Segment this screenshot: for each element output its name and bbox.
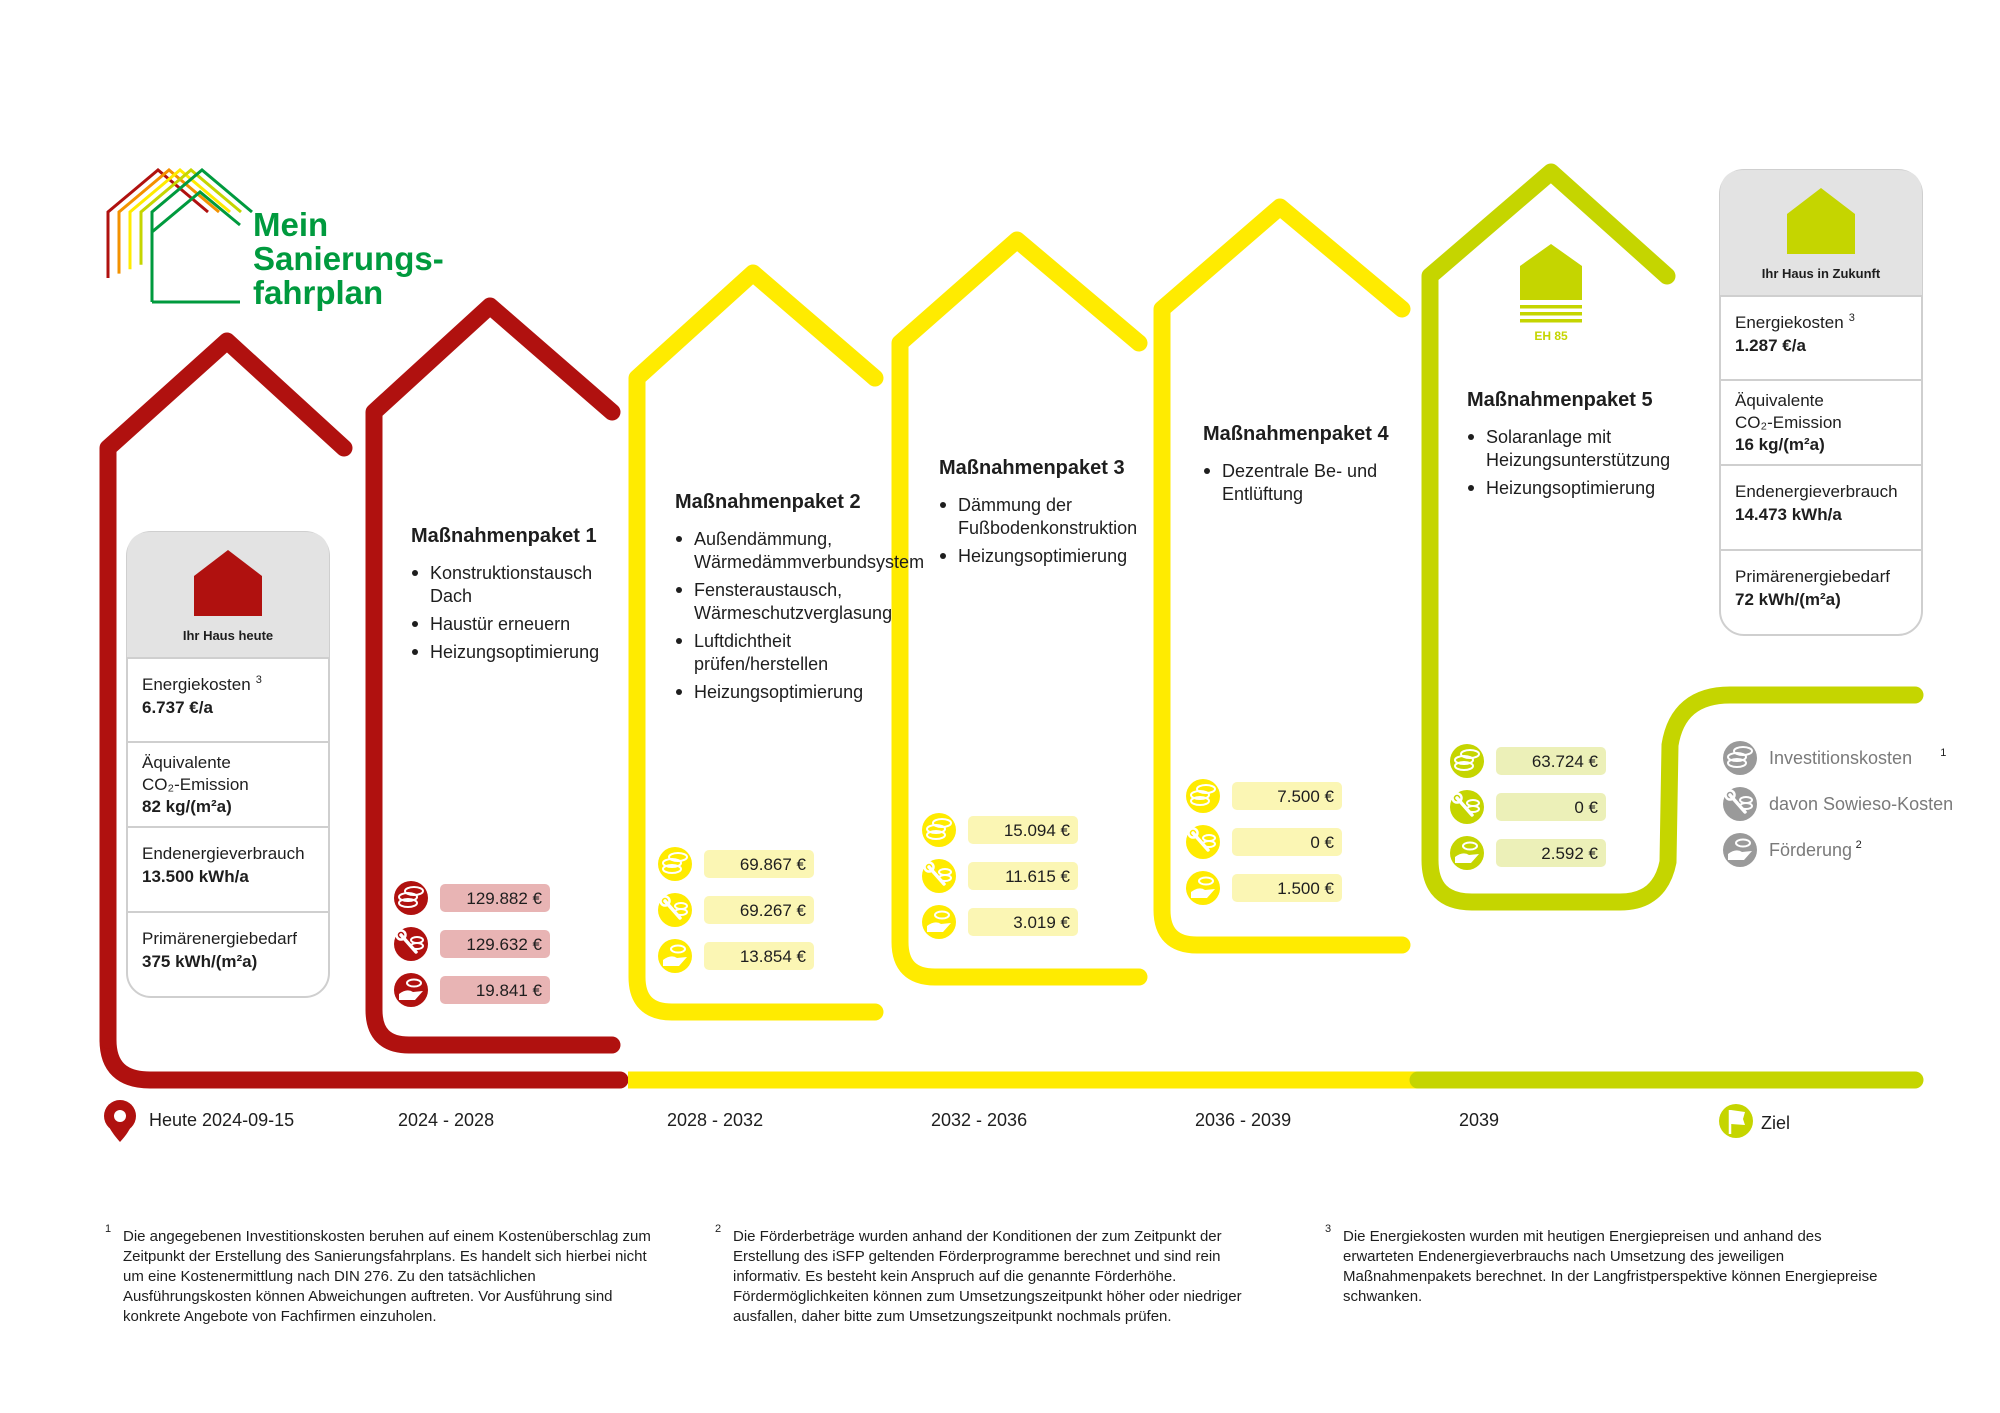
cost-icon-badge xyxy=(658,939,692,973)
footnote-number: 3 xyxy=(1325,1223,1332,1235)
footnote-ref: 3 xyxy=(1848,312,1855,324)
title-line: fahrplan xyxy=(253,274,384,311)
cost-row xyxy=(658,939,814,973)
timeline-goal-label: Ziel xyxy=(1761,1113,1791,1133)
footnotes xyxy=(105,1223,1878,1325)
measure-package-5 xyxy=(1450,244,1670,1130)
period-label: 2036 - 2039 xyxy=(1195,1110,1292,1130)
footnote-1 xyxy=(105,1223,651,1325)
metric-label: Energiekosten xyxy=(142,675,251,694)
card-caption: Ihr Haus in Zukunft xyxy=(1761,266,1881,281)
package-title: Maßnahmenpaket 3 xyxy=(939,457,1125,479)
card-future-house xyxy=(1720,170,1922,635)
measure-text: Dezentrale Be- und xyxy=(1222,461,1378,481)
measure-text: Heizungsunterstützung xyxy=(1486,450,1671,470)
measure-text: Heizungsoptimierung xyxy=(958,546,1128,566)
footnote-text: Die Förderbeträge wurden anhand der Konditionen der zum Zeitpunkt der xyxy=(733,1228,1222,1245)
footnote-text: schwanken. xyxy=(1343,1288,1423,1305)
cost-value: 19.841 € xyxy=(475,981,542,1000)
cost-row xyxy=(1450,744,1606,778)
package-measure-item xyxy=(412,563,592,606)
bullet-dot xyxy=(1468,434,1474,440)
footnote-text: Maßnahmenpakets berechnet. In der Langfristperspektive können Energiepreise xyxy=(1343,1268,1878,1285)
package-measure-item xyxy=(1468,427,1670,470)
card-caption: Ihr Haus heute xyxy=(182,628,274,643)
footnote-text: erwarteten Endenergieverbrauchs nach Umsetzung des jeweiligen xyxy=(1343,1248,1785,1265)
measure-text: Luftdichtheit xyxy=(694,631,792,651)
footnote-text: Die Energiekosten wurden mit heutigen Energiepreisen und anhand des xyxy=(1343,1228,1822,1245)
cost-value: 63.724 € xyxy=(1531,752,1598,771)
metric-label: Primärenergiebedarf xyxy=(142,929,297,948)
metric-label: Energiekosten xyxy=(1735,313,1844,332)
bullet-dot xyxy=(940,502,946,508)
stripe xyxy=(1520,312,1582,316)
cost-row xyxy=(1186,871,1342,905)
cost-row xyxy=(922,813,1078,847)
cost-row xyxy=(1450,836,1606,870)
cost-icon-badge xyxy=(1186,871,1220,905)
measure-package-2 xyxy=(658,491,924,1130)
footnote-2 xyxy=(715,1223,1242,1325)
house-logo-icon xyxy=(108,170,252,302)
metric-label: Äquivalente xyxy=(1735,391,1824,410)
stripe xyxy=(1520,305,1582,309)
metric-value: 6.737 €/a xyxy=(142,698,213,717)
footnote-ref: 1 xyxy=(1940,747,1947,759)
flag-cloth xyxy=(1731,1110,1745,1125)
legend-item xyxy=(1723,741,1946,775)
cost-value: 69.267 € xyxy=(739,901,806,920)
bullet-dot xyxy=(412,570,418,576)
metric-label: CO₂-Emission xyxy=(142,775,249,794)
legend-label: Förderung xyxy=(1769,840,1853,860)
house-icon xyxy=(1520,244,1582,300)
measure-package-3 xyxy=(922,457,1137,1130)
package-measure-item xyxy=(1204,461,1377,504)
bullet-dot xyxy=(676,689,682,695)
card-current-house xyxy=(127,532,329,997)
bullet-dot xyxy=(676,638,682,644)
measure-text: Heizungsoptimierung xyxy=(694,682,864,702)
bullet-dot xyxy=(1204,468,1210,474)
title xyxy=(108,170,444,311)
timeline-start-label: Heute 2024-09-15 xyxy=(149,1110,295,1130)
cost-legend xyxy=(1723,741,1953,867)
metric-value: 375 kWh/(m²a) xyxy=(142,952,258,971)
pin-hole xyxy=(114,1110,126,1122)
bullet-dot xyxy=(676,536,682,542)
eh-badge xyxy=(1520,244,1582,343)
cost-value: 7.500 € xyxy=(1277,787,1334,806)
footnote-text: Fördermöglichkeiten können zum Umsetzungszeitpunkt höher oder niedriger xyxy=(733,1288,1242,1305)
metric-label: Äquivalente xyxy=(142,753,231,772)
package-measure-item xyxy=(412,642,599,662)
cost-value: 129.632 € xyxy=(466,935,542,954)
location-pin-icon xyxy=(104,1100,136,1142)
package-measure-item xyxy=(676,580,892,623)
measure-text: Wärmedämmverbundsystem xyxy=(694,552,925,572)
cost-value: 1.500 € xyxy=(1277,879,1334,898)
cost-row xyxy=(394,881,550,915)
bullet-dot xyxy=(940,553,946,559)
metric-label: CO₂-Emission xyxy=(1735,413,1842,432)
cost-row xyxy=(1450,790,1606,824)
measure-text: Heizungsoptimierung xyxy=(430,642,600,662)
cost-value: 15.094 € xyxy=(1003,821,1070,840)
bullet-dot xyxy=(412,649,418,655)
measure-packages xyxy=(394,244,1670,1130)
cost-value: 13.854 € xyxy=(739,947,806,966)
bullet-dot xyxy=(676,587,682,593)
metric-label: Endenergieverbrauch xyxy=(1735,482,1898,501)
measure-text: Fensteraustausch, xyxy=(694,580,843,600)
footnote-text: Ausführungskosten können Abweichungen auftreten. Vor Ausführung sind xyxy=(123,1288,613,1305)
footnote-text: ausfallen, daher bitte zum Umsetzungszeitpunkt nochmals prüfen. xyxy=(733,1308,1172,1325)
legend-item xyxy=(1723,833,1862,867)
package-measure-item xyxy=(940,495,1137,538)
metric-value: 1.287 €/a xyxy=(1735,336,1806,355)
stripe xyxy=(1520,319,1582,323)
cost-value: 0 € xyxy=(1310,833,1334,852)
measure-text: Entlüftung xyxy=(1222,484,1304,504)
period-label: 2039 xyxy=(1459,1110,1500,1130)
measure-text: Wärmeschutzverglasung xyxy=(694,603,893,623)
legend-label: Investitionskosten xyxy=(1769,748,1913,768)
metric-value: 13.500 kWh/a xyxy=(142,867,249,886)
package-measure-item xyxy=(1468,478,1655,498)
footnote-text: informativ. Es besteht kein Anspruch auf die genannte Förderhöhe. xyxy=(733,1268,1177,1285)
logo-stroke xyxy=(152,170,252,260)
package-measure-item xyxy=(676,529,924,572)
efficiency-badge-label: EH 85 xyxy=(1534,329,1568,343)
measure-text: Haustür erneuern xyxy=(430,614,571,634)
cost-row xyxy=(922,905,1078,939)
cost-row xyxy=(1186,779,1342,813)
period-label: 2028 - 2032 xyxy=(667,1110,764,1130)
legend-item xyxy=(1723,787,1953,821)
metric-value: 14.473 kWh/a xyxy=(1735,505,1842,524)
cost-value: 11.615 € xyxy=(1005,867,1070,886)
legend-label: davon Sowieso-Kosten xyxy=(1769,794,1954,814)
logo-stroke xyxy=(108,170,208,278)
cost-value: 0 € xyxy=(1574,798,1598,817)
footnote-text: um eine Kostenermittlung nach DIN 276. Zu den tatsächlichen xyxy=(123,1268,536,1285)
goal-flag-icon xyxy=(1719,1104,1753,1138)
package-measure-item xyxy=(676,631,828,674)
package-measure-item xyxy=(412,614,570,634)
cost-value: 69.867 € xyxy=(739,855,806,874)
title-line: Sanierungs- xyxy=(253,240,444,277)
metric-label: Primärenergiebedarf xyxy=(1735,567,1890,586)
footnote-text: Erstellung des iSFP geltenden Förderprogramme berechnet und sind rein xyxy=(733,1248,1221,1265)
title-line: Mein xyxy=(253,206,329,243)
cost-value: 3.019 € xyxy=(1013,913,1070,932)
cost-row xyxy=(658,893,814,927)
footnote-ref: 2 xyxy=(1855,839,1862,851)
logo-stroke xyxy=(141,170,241,265)
package-title: Maßnahmenpaket 2 xyxy=(675,491,861,513)
period-label: 2024 - 2028 xyxy=(398,1110,495,1130)
footnote-number: 2 xyxy=(715,1223,722,1235)
measure-text: Fußbodenkonstruktion xyxy=(958,518,1138,538)
cost-icon-badge xyxy=(394,973,428,1007)
measure-text: Solaranlage mit xyxy=(1486,427,1612,447)
period-label: 2032 - 2036 xyxy=(931,1110,1028,1130)
footnote-text: Zeitpunkt der Erstellung des Sanierungsfahrplans. Es handelt sich hierbei nicht xyxy=(123,1248,647,1265)
logo-stroke xyxy=(119,170,219,274)
bullet-dot xyxy=(1468,485,1474,491)
package-title: Maßnahmenpaket 4 xyxy=(1203,423,1389,445)
measure-text: Dämmung der xyxy=(958,495,1073,515)
footnote-3 xyxy=(1325,1223,1878,1305)
measure-text: Konstruktionstausch xyxy=(430,563,593,583)
bullet-dot xyxy=(412,621,418,627)
footnote-ref: 3 xyxy=(255,674,262,686)
cost-row xyxy=(922,859,1078,893)
legend-icon-badge xyxy=(1723,833,1757,867)
metric-label: Endenergieverbrauch xyxy=(142,844,305,863)
cost-icon-badge xyxy=(922,905,956,939)
cost-value: 2.592 € xyxy=(1541,844,1598,863)
measure-package-4 xyxy=(1186,423,1389,1130)
footnote-text: Die angegebenen Investitionskosten beruhen auf einem Kostenüberschlag zum xyxy=(123,1228,651,1245)
measure-text: Heizungsoptimierung xyxy=(1486,478,1656,498)
footnote-text: konkrete Angebote von Fachfirmen einzuholen. xyxy=(123,1308,437,1325)
package-measure-item xyxy=(676,682,863,702)
cost-row xyxy=(394,927,550,961)
measure-text: prüfen/herstellen xyxy=(694,654,829,674)
metric-value: 72 kWh/(m²a) xyxy=(1735,590,1841,609)
footnote-number: 1 xyxy=(105,1223,112,1235)
package-measure-item xyxy=(940,546,1127,566)
cost-row xyxy=(658,847,814,881)
cost-row xyxy=(1186,825,1342,859)
package-title: Maßnahmenpaket 1 xyxy=(411,525,597,547)
cost-icon-badge xyxy=(1450,836,1484,870)
metric-value: 16 kg/(m²a) xyxy=(1735,435,1825,454)
package-title: Maßnahmenpaket 5 xyxy=(1467,389,1653,411)
measure-text: Außendämmung, xyxy=(694,529,833,549)
cost-value: 129.882 € xyxy=(466,889,542,908)
metric-value: 82 kg/(m²a) xyxy=(142,797,232,816)
logo-stroke xyxy=(130,170,230,269)
cost-row xyxy=(394,973,550,1007)
measure-text: Dach xyxy=(430,586,473,606)
